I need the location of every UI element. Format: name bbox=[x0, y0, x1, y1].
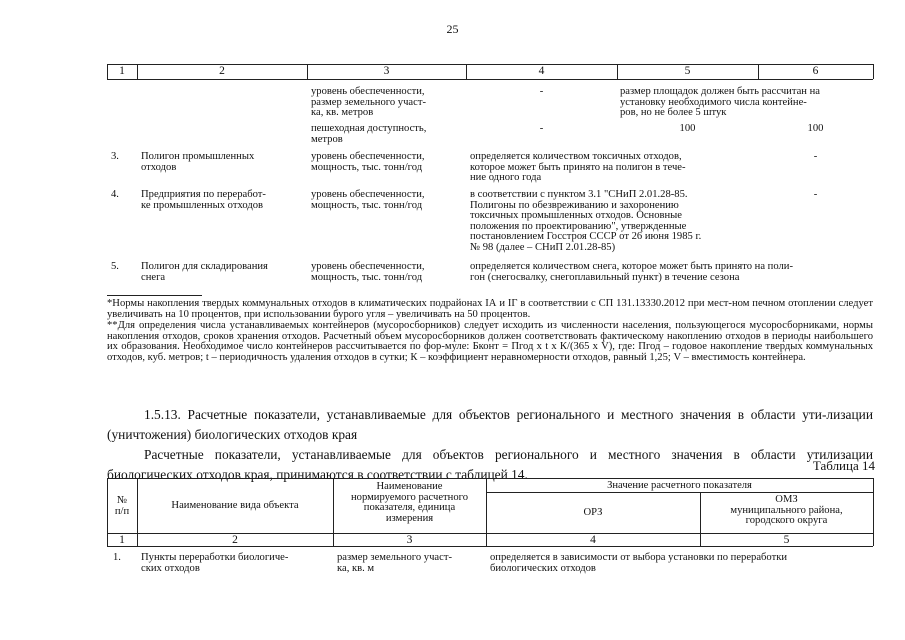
header-value-group: Значение расчетного показателя bbox=[607, 480, 752, 491]
header-num: № п/п bbox=[114, 495, 130, 517]
header-orz: ОРЗ bbox=[583, 507, 603, 518]
table-border bbox=[107, 478, 873, 479]
table-cell-indicator: уровень обеспеченности, мощность, тыс. тонн/год bbox=[311, 189, 425, 211]
column-number: 2 bbox=[219, 65, 225, 77]
row-number: 3. bbox=[111, 151, 119, 162]
footnote: *Нормы накопления твердых коммунальных отходов в климатических подрайонах IА и IГ в соответствии с СП 131.13330.2012 при мест-ном печном отоплении следует увеличивать на 10 процентов, при использовании бурого угля – увеличивать на 50 процентов. bbox=[107, 298, 873, 320]
table-border bbox=[486, 492, 873, 493]
table-cell-indicator: уровень обеспеченности, мощность, тыс. тонн/год bbox=[311, 261, 425, 283]
column-number: 6 bbox=[812, 65, 819, 77]
table-cell-value: в соответствии с пунктом 3.1 "СНиП 2.01.28-85. Полигоны по обезвреживанию и захоронению токсичных промышленных отходов. Основные положения по проектированию", утвержденные постановлением Госстроя СССР от 26 июня 1985 г. № 98 (далее – СНиП 2.01.28-85) bbox=[470, 189, 702, 253]
column-number: 5 bbox=[783, 534, 790, 546]
table-cell-indicator: размер земельного участ- ка, кв. м bbox=[337, 552, 452, 574]
table-cell-indicator: уровень обеспеченности, размер земельного участ- ка, кв. метров bbox=[311, 86, 426, 118]
table-cell-value: определяется в зависимости от выбора установки по переработки биологических отходов bbox=[490, 552, 788, 574]
table-cell-omz-value: - bbox=[813, 189, 818, 200]
column-number: 3 bbox=[383, 65, 390, 77]
header-object-name: Наименование вида объекта bbox=[171, 500, 299, 511]
body-paragraph: Расчетные показатели, устанавливаемые для объектов регионального и местного значения в области утилизации биологических отходов края, принимаются в соответствии с таблицей 14. bbox=[107, 447, 873, 482]
table-cell-object: Пункты переработки биологиче- ских отходов bbox=[141, 552, 289, 574]
table-cell-orz-value: 100 bbox=[679, 123, 696, 134]
column-number: 1 bbox=[119, 534, 125, 546]
row-number: 4. bbox=[111, 189, 119, 200]
header-indicator: Наименование нормируемого расчетного показателя, единица измерения bbox=[350, 481, 468, 524]
page-number: 25 bbox=[446, 22, 459, 36]
footnote-separator bbox=[107, 295, 202, 296]
table-cell-object: Предприятия по переработ- ке промышленных отходов bbox=[141, 189, 266, 211]
table-header-bottom-border bbox=[107, 79, 873, 80]
table-cell-object: Полигон для складирования снега bbox=[141, 261, 268, 283]
table-cell-value: определяется количеством снега, которое может быть принято на поли- гон (снегосвалку, снегоплавильный пункт) в течение сезона bbox=[470, 261, 793, 283]
column-number: 4 bbox=[538, 65, 545, 77]
footnote: **Для определения числа устанавливаемых контейнеров (мусоросборников) следует исходить из численности населения, пользующегося мусоросборниками, нормы накопления отходов, сроков хранения отходов. Расчетный объем мусоросборников должен соответствовать фактическому накоплению отходов в периоды наибольшего их образования. Необходимое число контейнеров рассчитывается по фор-муле: Бконт = Пгод х t х К/(365 х V), где: Пгод – годовое накопление твердых коммунальных отходов, куб. метров; t – периодичность удаления отходов в сутки; К – коэффициент неравномерности отходов, равный 1,25; V – вместимость контейнера. bbox=[107, 320, 873, 363]
table-cell-value: определяется количеством токсичных отходов, которое может быть принято на полигон в тече- ние одного года bbox=[470, 151, 686, 183]
column-number: 5 bbox=[684, 65, 691, 77]
table-cell-object: Полигон промышленных отходов bbox=[141, 151, 255, 173]
table-border bbox=[873, 478, 874, 546]
table-cell-value: размер площадок должен быть рассчитан на установку необходимого числа контейне- ров, но не более 5 штук bbox=[620, 86, 820, 118]
table-cell-indicator: пешеходная доступность, метров bbox=[311, 123, 427, 145]
column-number: 3 bbox=[406, 534, 413, 546]
table-border bbox=[873, 64, 874, 79]
table-caption: Таблица 14 bbox=[812, 458, 875, 473]
table-cell-indicator: уровень обеспеченности, мощность, тыс. тонн/год bbox=[311, 151, 425, 173]
table-cell-omz-value: - bbox=[813, 151, 818, 162]
section-heading: 1.5.13. Расчетные показатели, устанавливаемые для объектов регионального и местного значения в области ути-лизации (уничтожения) биологических отходов края bbox=[107, 407, 873, 442]
table-cell-orz: - bbox=[539, 123, 544, 134]
table-cell-orz: - bbox=[539, 86, 544, 97]
row-number: 1. bbox=[113, 552, 121, 563]
column-number: 1 bbox=[119, 65, 125, 77]
table-border bbox=[107, 546, 873, 547]
column-number: 4 bbox=[590, 534, 596, 546]
header-omz: ОМЗ муниципального района, городского округа bbox=[730, 494, 843, 526]
row-number: 5. bbox=[111, 261, 119, 272]
column-number: 2 bbox=[232, 534, 238, 546]
table-cell-omz-value: 100 bbox=[807, 123, 824, 134]
